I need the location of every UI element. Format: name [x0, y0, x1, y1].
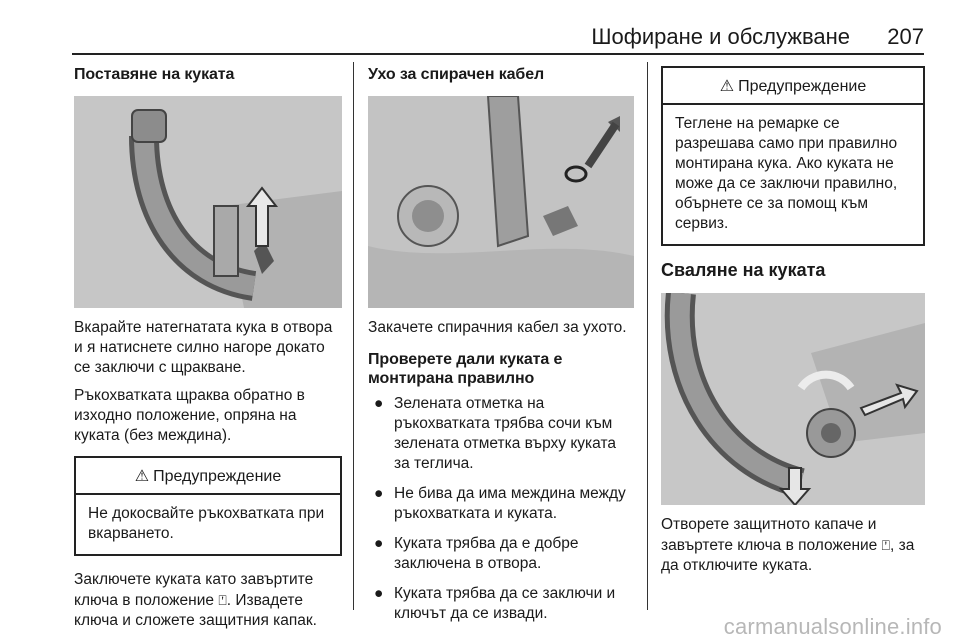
warning-text: Не докосвайте ръкохватката при вкарването.: [88, 505, 325, 542]
paragraph: Закачете спирачния кабел за ухото.: [368, 319, 627, 336]
paragraph: Вкарайте натегнатата кука в отвора и я натиснете силно нагоре докато се заключи с щракване.: [74, 319, 333, 376]
section-heading: Поставяне на куката: [74, 66, 235, 83]
checklist: [368, 394, 634, 624]
column-divider: [353, 62, 354, 610]
paragraph: [661, 515, 925, 576]
figure-hook-removal: [661, 293, 925, 505]
column-divider: [647, 62, 648, 610]
bullet-icon: ●: [374, 395, 384, 412]
warning-title: Предупреждение: [153, 468, 282, 485]
list-item-text: Не бива да има междина между ръкохватката и куката.: [394, 485, 626, 522]
hook-removal-illustration: [661, 293, 925, 505]
paragraph-text: . Извадете ключа и сложете защитния капак.: [74, 592, 317, 629]
paragraph-text: Заключете куката като завъртите ключа в положение: [74, 571, 314, 609]
warning-title: Предупреждение: [738, 78, 867, 95]
key-lock-position-icon: ⍞: [218, 592, 227, 608]
section-heading: Ухо за спирачен кабел: [368, 66, 545, 83]
column-2: [368, 66, 634, 634]
watermark: carmanualsonline.info: [723, 614, 942, 639]
subheading: Проверете дали куката е монтирана правилно: [368, 351, 563, 387]
figure-brake-cable-eye: [368, 96, 634, 308]
section-heading: Сваляне на куката: [661, 260, 826, 280]
header-rule: [72, 53, 924, 55]
list-item-text: Куката трябва да се заключи и ключът да се извади.: [394, 585, 616, 622]
warning-header: [663, 68, 923, 105]
warning-box: [74, 456, 342, 556]
warning-triangle-icon: ⚠: [134, 468, 150, 485]
warning-text: Теглене на ремарке се разрешава само при правилно монтирана кука. Ако куката не може да се заключи правилно, обърнете се за помощ към сервиз.: [675, 115, 898, 232]
running-header-title: Шофиране и обслужване: [591, 24, 850, 49]
key-unlock-position-icon: ⍞: [881, 537, 891, 553]
paragraph-text: Отворете защитното капаче и завъртете ключа в положение: [661, 516, 878, 554]
paragraph: Ръкохватката щраква обратно в изходно положение, опряна на куката (без междина).: [74, 387, 305, 444]
list-item-text: Зелената отметка на ръкохватката трябва сочи към зелената отметка върху куката за теглича.: [394, 395, 616, 472]
bullet-icon: ●: [374, 585, 384, 602]
warning-box: [661, 66, 925, 246]
warning-triangle-icon: ⚠: [719, 78, 735, 95]
warning-header: [76, 458, 340, 495]
hook-insertion-illustration: [74, 96, 342, 308]
figure-hook-insertion: [74, 96, 342, 308]
list-item-text: Куката трябва да е добре заключена в отвора.: [394, 535, 579, 572]
paragraph-text: , за да отключите куката.: [661, 537, 915, 574]
column-1: [74, 66, 342, 639]
brake-cable-eye-illustration: [368, 96, 634, 308]
paragraph: [74, 570, 342, 631]
list-item: [368, 584, 634, 624]
bullet-icon: ●: [374, 485, 384, 502]
list-item: [368, 484, 634, 524]
list-item: [368, 394, 634, 474]
page-number: 207: [887, 24, 924, 49]
bullet-icon: ●: [374, 535, 384, 552]
list-item: [368, 534, 634, 574]
column-3: [661, 66, 925, 584]
